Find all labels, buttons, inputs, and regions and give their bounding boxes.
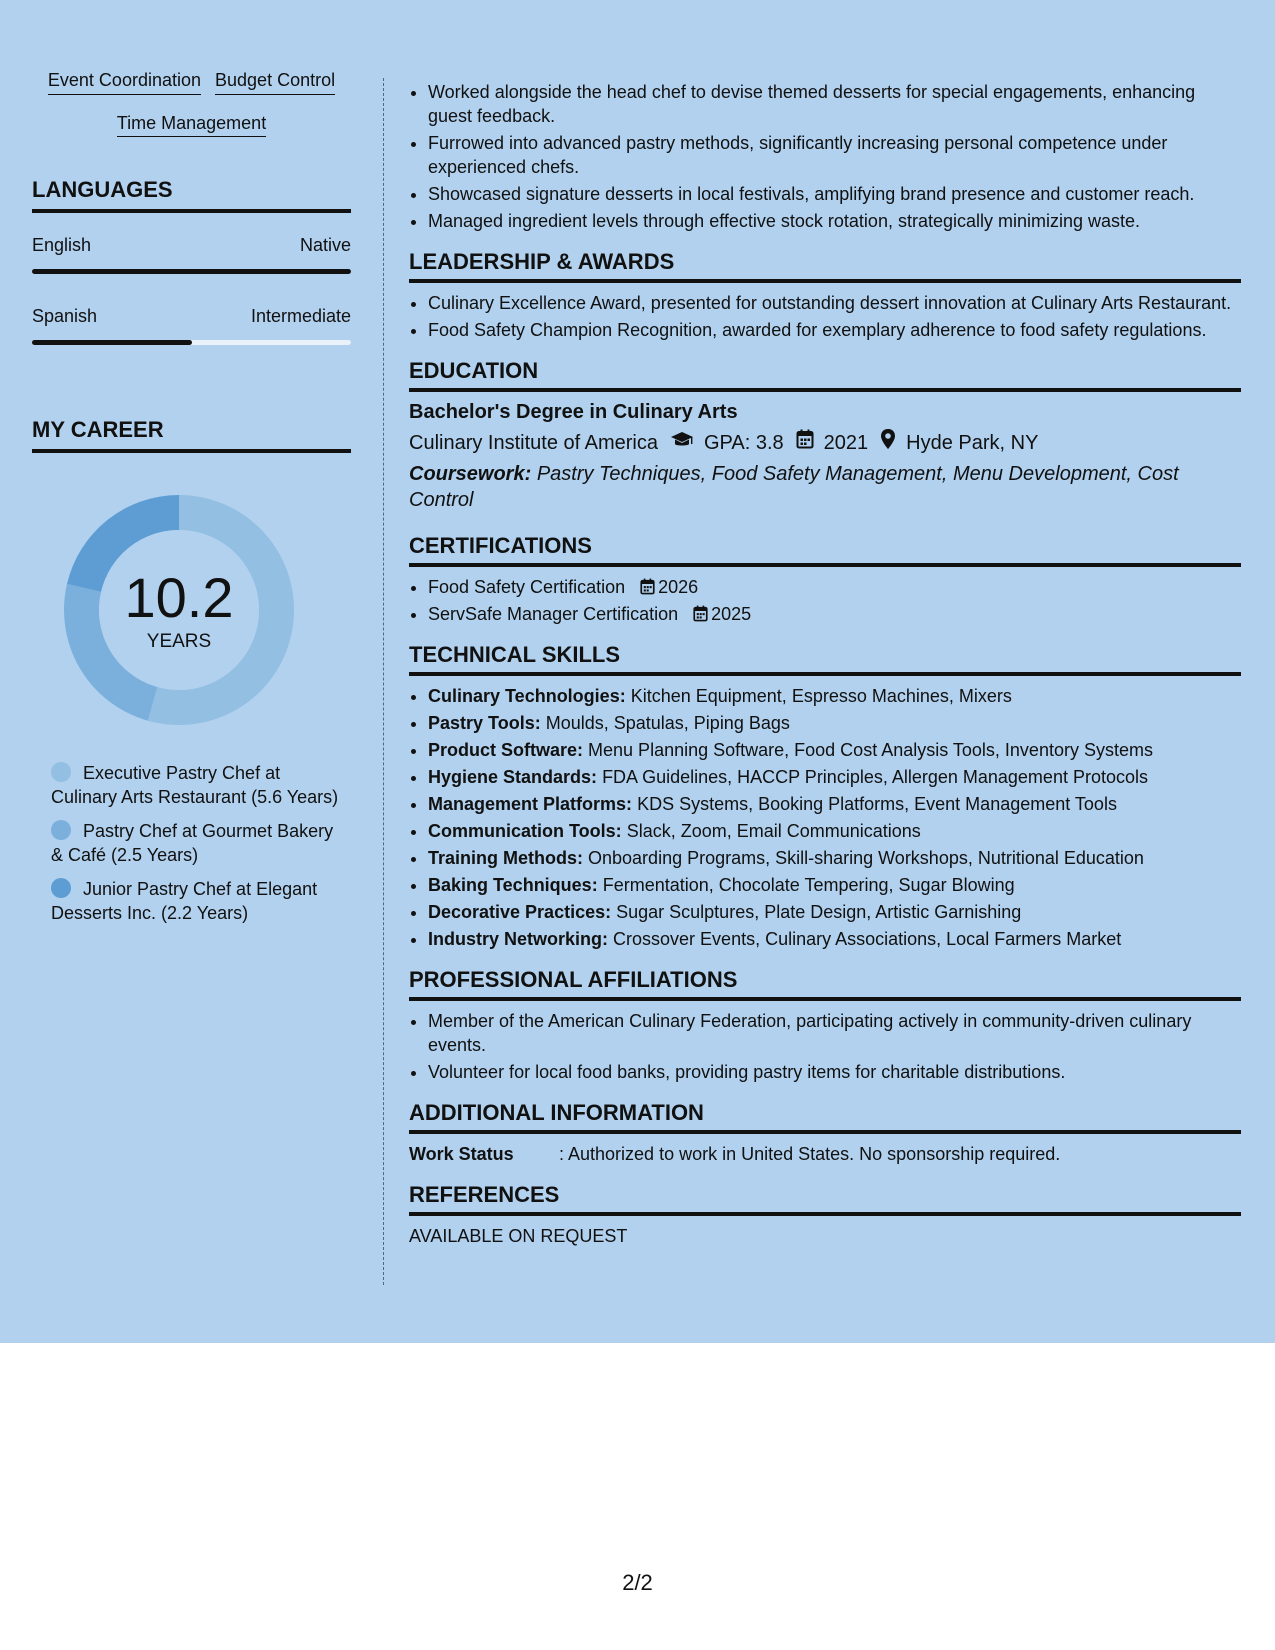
leadership-list bbox=[409, 291, 1241, 342]
certifications-list bbox=[409, 575, 1241, 626]
calendar-icon bbox=[640, 577, 658, 597]
technical-skill-item bbox=[428, 873, 1241, 897]
technical-skill-label: Baking Techniques: bbox=[428, 875, 598, 895]
career-legend-item bbox=[51, 761, 341, 809]
technical-skills-heading: TECHNICAL SKILLS bbox=[409, 642, 1241, 676]
technical-skill-item bbox=[428, 819, 1241, 843]
language-proficiency-bar bbox=[32, 269, 351, 274]
affiliations-heading: PROFESSIONAL AFFILIATIONS bbox=[409, 967, 1241, 1001]
technical-skill-label: Pastry Tools: bbox=[428, 713, 541, 733]
technical-skill-label: Hygiene Standards: bbox=[428, 767, 598, 787]
technical-skill-value: Sugar Sculptures, Plate Design, Artistic Garnishing bbox=[616, 902, 1022, 922]
legend-dot bbox=[51, 820, 71, 840]
certification-name: ServSafe Manager Certification bbox=[428, 604, 679, 624]
education-location: Hyde Park, NY bbox=[906, 432, 1039, 454]
additional-info-heading: ADDITIONAL INFORMATION bbox=[409, 1100, 1241, 1134]
certification-year: 2025 bbox=[711, 604, 752, 624]
technical-skill-value: Onboarding Programs, Skill-sharing Workshops, Nutritional Education bbox=[588, 848, 1144, 868]
affiliation-item: • Volunteer for local food banks, providing pastry items for charitable distributions. bbox=[428, 1060, 1241, 1084]
certification-item bbox=[428, 602, 1241, 626]
right-column bbox=[409, 80, 1241, 1248]
education-year: 2021 bbox=[823, 432, 869, 454]
references-heading: REFERENCES bbox=[409, 1182, 1241, 1216]
calendar-icon bbox=[693, 604, 711, 624]
technical-skill-item bbox=[428, 738, 1241, 762]
technical-skill-value: Crossover Events, Culinary Associations, Local Farmers Market bbox=[613, 929, 1122, 949]
skill-tag: Budget Control bbox=[215, 70, 335, 95]
language-proficiency-fill bbox=[32, 269, 351, 274]
experience-bullets bbox=[409, 80, 1241, 233]
language-item bbox=[32, 306, 351, 345]
affiliations-list bbox=[409, 1009, 1241, 1084]
skill-tags bbox=[32, 70, 351, 155]
career-role-label: Junior Pastry Chef at Elegant Desserts Inc. (2.2 Years) bbox=[51, 879, 318, 924]
work-status-label: Work Status bbox=[409, 1144, 514, 1164]
technical-skill-label: Industry Networking: bbox=[428, 929, 609, 949]
language-name: Spanish bbox=[32, 306, 98, 327]
work-status-value: : Authorized to work in United States. No sponsorship required. bbox=[559, 1144, 1061, 1164]
technical-skill-value: Fermentation, Chocolate Tempering, Sugar Blowing bbox=[602, 875, 1015, 895]
technical-skill-value: Kitchen Equipment, Espresso Machines, Mixers bbox=[630, 686, 1012, 706]
leadership-heading: LEADERSHIP & AWARDS bbox=[409, 249, 1241, 283]
skill-tag: Event Coordination bbox=[48, 70, 201, 95]
technical-skill-label: Management Platforms: bbox=[428, 794, 633, 814]
career-years-unit: YEARS bbox=[146, 631, 212, 653]
technical-skill-label: Culinary Technologies: bbox=[428, 686, 626, 706]
language-name: English bbox=[32, 235, 92, 256]
languages-heading: LANGUAGES bbox=[32, 177, 351, 213]
technical-skill-item bbox=[428, 846, 1241, 870]
language-proficiency-fill bbox=[32, 340, 192, 345]
technical-skill-value: Menu Planning Software, Food Cost Analysis Tools, Inventory Systems bbox=[588, 740, 1153, 760]
certification-name: Food Safety Certification bbox=[428, 577, 626, 597]
skill-tag: Time Management bbox=[117, 113, 266, 138]
technical-skill-value: KDS Systems, Booking Platforms, Event Management Tools bbox=[637, 794, 1117, 814]
technical-skill-value: Moulds, Spatulas, Piping Bags bbox=[545, 713, 790, 733]
education-school: Culinary Institute of America bbox=[409, 432, 658, 454]
technical-skill-item bbox=[428, 927, 1241, 951]
experience-bullet: • Managed ingredient levels through effective stock rotation, strategically minimizing waste. bbox=[428, 209, 1241, 233]
references-text: AVAILABLE ON REQUEST bbox=[409, 1226, 628, 1246]
left-column bbox=[32, 70, 351, 935]
page-number: 2/2 bbox=[622, 1570, 653, 1595]
technical-skill-label: Decorative Practices: bbox=[428, 902, 612, 922]
calendar-icon bbox=[796, 429, 814, 457]
technical-skill-item bbox=[428, 900, 1241, 924]
language-level: Intermediate bbox=[250, 306, 351, 327]
column-divider bbox=[383, 78, 384, 1285]
certification-year: 2026 bbox=[658, 577, 699, 597]
experience-bullet: • Furrowed into advanced pastry methods, significantly increasing personal competence under experienced chefs. bbox=[428, 131, 1241, 179]
language-level: Native bbox=[299, 235, 351, 256]
technical-skill-value: FDA Guidelines, HACCP Principles, Allergen Management Protocols bbox=[602, 767, 1148, 787]
technical-skill-value: Slack, Zoom, Email Communications bbox=[626, 821, 921, 841]
legend-dot bbox=[51, 762, 71, 782]
career-legend-item bbox=[51, 819, 341, 867]
career-legend bbox=[51, 761, 341, 925]
technical-skill-item bbox=[428, 711, 1241, 735]
graduation-cap-icon bbox=[670, 429, 694, 457]
affiliation-item: • Member of the American Culinary Federation, participating actively in community-driven culinary events. bbox=[428, 1009, 1241, 1057]
technical-skill-item bbox=[428, 792, 1241, 816]
certification-item bbox=[428, 575, 1241, 599]
technical-skill-label: Training Methods: bbox=[428, 848, 583, 868]
career-legend-item bbox=[51, 877, 341, 925]
career-role-label: Pastry Chef at Gourmet Bakery & Café (2.5 Years) bbox=[51, 821, 334, 866]
certifications-heading: CERTIFICATIONS bbox=[409, 533, 1241, 567]
education-coursework bbox=[409, 461, 1241, 513]
education-gpa: GPA: 3.8 bbox=[704, 432, 784, 454]
leadership-item: • Food Safety Champion Recognition, awarded for exemplary adherence to food safety regulations. bbox=[428, 318, 1241, 342]
career-heading: MY CAREER bbox=[32, 417, 351, 453]
coursework-label: Coursework: bbox=[409, 463, 532, 485]
language-item bbox=[32, 235, 351, 274]
work-status-row bbox=[409, 1142, 1241, 1166]
technical-skills-list bbox=[409, 684, 1241, 951]
experience-bullet: • Worked alongside the head chef to devise themed desserts for special engagements, enhancing guest feedback. bbox=[428, 80, 1241, 128]
education-degree: Bachelor's Degree in Culinary Arts bbox=[409, 401, 738, 423]
legend-dot bbox=[51, 878, 71, 898]
career-donut-chart bbox=[64, 495, 294, 725]
experience-bullet: • Showcased signature desserts in local festivals, amplifying brand presence and customer reach. bbox=[428, 182, 1241, 206]
technical-skill-label: Product Software: bbox=[428, 740, 584, 760]
career-total-years: 10.2 bbox=[124, 566, 234, 630]
career-role-label: Executive Pastry Chef at Culinary Arts Restaurant (5.6 Years) bbox=[51, 763, 339, 808]
education-heading: EDUCATION bbox=[409, 358, 1241, 392]
technical-skill-item bbox=[428, 684, 1241, 708]
technical-skill-label: Communication Tools: bbox=[428, 821, 622, 841]
technical-skill-item bbox=[428, 765, 1241, 789]
coursework-list: Pastry Techniques, Food Safety Management, Menu Development, Cost Control bbox=[409, 463, 1179, 511]
education-details bbox=[409, 428, 1241, 458]
location-pin-icon bbox=[880, 428, 896, 458]
language-proficiency-bar bbox=[32, 340, 351, 345]
leadership-item: • Culinary Excellence Award, presented for outstanding dessert innovation at Culinary Arts Restaurant. bbox=[428, 291, 1241, 315]
